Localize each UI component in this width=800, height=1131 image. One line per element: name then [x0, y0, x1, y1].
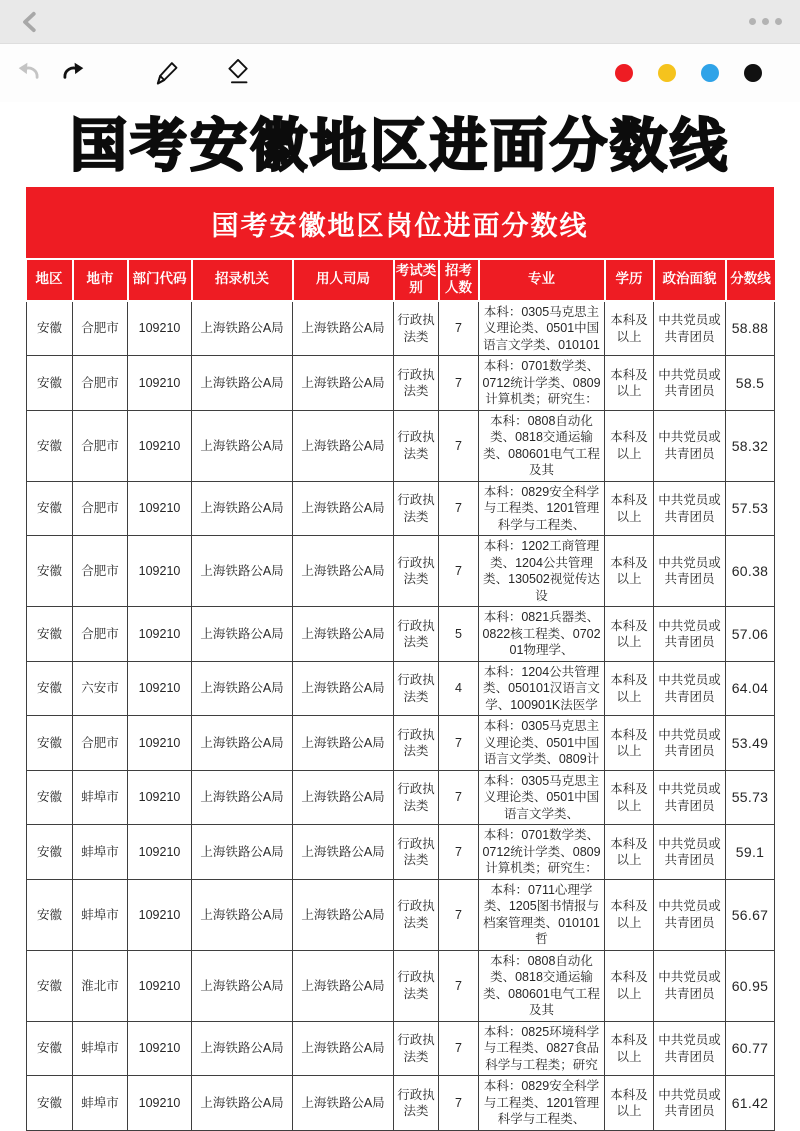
cell-political-status: 中共党员或共青团员 [654, 716, 726, 771]
table-row [27, 770, 775, 825]
cell-score: 58.88 [726, 301, 775, 356]
table-row [27, 1021, 775, 1076]
cell-employer: 上海铁路公A局 [293, 716, 394, 771]
table-row [27, 536, 775, 607]
cell-education: 本科及以上 [605, 410, 654, 481]
blue-color-swatch[interactable] [701, 64, 719, 82]
column-header-education: 学历 [605, 259, 654, 301]
cell-major: 本科：0808自动化类、0818交通运输类、080601电气工程及其 [479, 410, 605, 481]
cell-education: 本科及以上 [605, 770, 654, 825]
cell-headcount: 7 [439, 536, 479, 607]
cell-employer: 上海铁路公A局 [293, 1021, 394, 1076]
table-row [27, 716, 775, 771]
cell-recruit-org: 上海铁路公A局 [192, 536, 293, 607]
cell-education: 本科及以上 [605, 1076, 654, 1131]
cell-employer: 上海铁路公A局 [293, 950, 394, 1021]
cell-region: 安徽 [27, 1021, 73, 1076]
column-header-headcount: 招考人数 [439, 259, 479, 301]
cell-city: 六安市 [73, 661, 128, 716]
column-header-political-status: 政治面貌 [654, 259, 726, 301]
cell-major: 本科：0701数学类、0712统计学类、0809计算机类；研究生： [479, 825, 605, 880]
eraser-icon[interactable] [222, 59, 250, 87]
undo-icon[interactable] [16, 60, 42, 86]
cell-score: 56.67 [726, 879, 775, 950]
cell-major: 本科：0829安全科学与工程类、1201管理科学与工程类、 [479, 1076, 605, 1131]
cell-dept-code: 109210 [128, 410, 192, 481]
cell-employer: 上海铁路公A局 [293, 1076, 394, 1131]
cell-region: 安徽 [27, 770, 73, 825]
cell-recruit-org: 上海铁路公A局 [192, 950, 293, 1021]
cell-education: 本科及以上 [605, 716, 654, 771]
cell-dept-code: 109210 [128, 950, 192, 1021]
cell-major: 本科：0829安全科学与工程类、1201管理科学与工程类、 [479, 481, 605, 536]
black-color-swatch[interactable] [744, 64, 762, 82]
cell-dept-code: 109210 [128, 1021, 192, 1076]
cell-education: 本科及以上 [605, 1021, 654, 1076]
cell-education: 本科及以上 [605, 950, 654, 1021]
cell-political-status: 中共党员或共青团员 [654, 661, 726, 716]
cell-headcount: 7 [439, 1021, 479, 1076]
status-bar [0, 0, 800, 44]
table-title: 国考安徽地区岗位进面分数线 [26, 187, 774, 258]
cell-political-status: 中共党员或共青团员 [654, 607, 726, 662]
cell-headcount: 7 [439, 481, 479, 536]
cell-recruit-org: 上海铁路公A局 [192, 481, 293, 536]
cell-headcount: 7 [439, 1076, 479, 1131]
cell-employer: 上海铁路公A局 [293, 536, 394, 607]
column-header-dept-code: 部门代码 [128, 259, 192, 301]
cell-city: 合肥市 [73, 716, 128, 771]
column-header-employer: 用人司局 [293, 259, 394, 301]
cell-political-status: 中共党员或共青团员 [654, 536, 726, 607]
column-header-recruit-org: 招录机关 [192, 259, 293, 301]
cell-score: 64.04 [726, 661, 775, 716]
cell-headcount: 7 [439, 879, 479, 950]
cell-education: 本科及以上 [605, 481, 654, 536]
cell-score: 58.5 [726, 356, 775, 411]
cell-score: 57.53 [726, 481, 775, 536]
column-header-region: 地区 [27, 259, 73, 301]
cell-score: 58.32 [726, 410, 775, 481]
cell-exam-type: 行政执法类 [394, 825, 439, 880]
cell-exam-type: 行政执法类 [394, 1021, 439, 1076]
cell-exam-type: 行政执法类 [394, 1076, 439, 1131]
cell-exam-type: 行政执法类 [394, 950, 439, 1021]
table-row [27, 661, 775, 716]
cell-major: 本科：0825环境科学与工程类、0827食品科学与工程类；研究 [479, 1021, 605, 1076]
table-row [27, 950, 775, 1021]
cell-political-status: 中共党员或共青团员 [654, 879, 726, 950]
cell-political-status: 中共党员或共青团员 [654, 356, 726, 411]
back-icon[interactable] [18, 9, 44, 35]
cell-major: 本科：0808自动化类、0818交通运输类、080601电气工程及其 [479, 950, 605, 1021]
cell-major: 本科：0305马克思主义理论类、0501中国语言文学类、010101 [479, 301, 605, 356]
cell-exam-type: 行政执法类 [394, 661, 439, 716]
cell-employer: 上海铁路公A局 [293, 481, 394, 536]
cell-recruit-org: 上海铁路公A局 [192, 879, 293, 950]
cell-region: 安徽 [27, 356, 73, 411]
cell-region: 安徽 [27, 879, 73, 950]
cell-score: 55.73 [726, 770, 775, 825]
cell-exam-type: 行政执法类 [394, 301, 439, 356]
cell-major: 本科：0305马克思主义理论类、0501中国语言文学类、0809计 [479, 716, 605, 771]
cell-dept-code: 109210 [128, 716, 192, 771]
cell-headcount: 7 [439, 825, 479, 880]
cell-exam-type: 行政执法类 [394, 356, 439, 411]
cell-exam-type: 行政执法类 [394, 879, 439, 950]
cell-recruit-org: 上海铁路公A局 [192, 1021, 293, 1076]
page-title: 国考安徽地区进面分数线 [70, 114, 730, 178]
cell-employer: 上海铁路公A局 [293, 356, 394, 411]
cell-dept-code: 109210 [128, 1076, 192, 1131]
cell-employer: 上海铁路公A局 [293, 661, 394, 716]
cell-headcount: 7 [439, 410, 479, 481]
cell-region: 安徽 [27, 481, 73, 536]
cell-dept-code: 109210 [128, 661, 192, 716]
cell-political-status: 中共党员或共青团员 [654, 1076, 726, 1131]
cell-political-status: 中共党员或共青团员 [654, 1021, 726, 1076]
table-row [27, 879, 775, 950]
cell-education: 本科及以上 [605, 879, 654, 950]
cell-employer: 上海铁路公A局 [293, 879, 394, 950]
cell-score: 60.95 [726, 950, 775, 1021]
cell-major: 本科：0821兵器类、0822核工程类、070201物理学、 [479, 607, 605, 662]
cell-score: 60.77 [726, 1021, 775, 1076]
cell-education: 本科及以上 [605, 607, 654, 662]
cell-city: 合肥市 [73, 607, 128, 662]
cell-education: 本科及以上 [605, 356, 654, 411]
cell-recruit-org: 上海铁路公A局 [192, 607, 293, 662]
table-row [27, 825, 775, 880]
cell-recruit-org: 上海铁路公A局 [192, 1076, 293, 1131]
cell-exam-type: 行政执法类 [394, 410, 439, 481]
table-row [27, 1076, 775, 1131]
cell-score: 53.49 [726, 716, 775, 771]
cell-region: 安徽 [27, 607, 73, 662]
table-row [27, 301, 775, 356]
cell-employer: 上海铁路公A局 [293, 410, 394, 481]
cell-score: 57.06 [726, 607, 775, 662]
cell-recruit-org: 上海铁路公A局 [192, 301, 293, 356]
column-header-major: 专业 [479, 259, 605, 301]
cell-region: 安徽 [27, 716, 73, 771]
cell-exam-type: 行政执法类 [394, 716, 439, 771]
table-header-row [27, 259, 775, 301]
cell-score: 61.42 [726, 1076, 775, 1131]
cell-region: 安徽 [27, 950, 73, 1021]
table-row [27, 410, 775, 481]
cell-political-status: 中共党员或共青团员 [654, 950, 726, 1021]
cell-dept-code: 109210 [128, 481, 192, 536]
cell-dept-code: 109210 [128, 356, 192, 411]
color-palette [615, 64, 784, 82]
editing-toolbar [0, 44, 800, 102]
cell-city: 合肥市 [73, 410, 128, 481]
cell-region: 安徽 [27, 661, 73, 716]
cell-city: 蚌埠市 [73, 1021, 128, 1076]
column-header-city: 地市 [73, 259, 128, 301]
cell-city: 合肥市 [73, 481, 128, 536]
cell-education: 本科及以上 [605, 536, 654, 607]
cell-region: 安徽 [27, 410, 73, 481]
cell-city: 合肥市 [73, 356, 128, 411]
cell-city: 蚌埠市 [73, 770, 128, 825]
yellow-color-swatch[interactable] [658, 64, 676, 82]
cell-region: 安徽 [27, 1076, 73, 1131]
cell-major: 本科：1202工商管理类、1204公共管理类、130502视觉传达设 [479, 536, 605, 607]
cell-exam-type: 行政执法类 [394, 607, 439, 662]
cell-headcount: 7 [439, 770, 479, 825]
cell-employer: 上海铁路公A局 [293, 301, 394, 356]
cell-dept-code: 109210 [128, 770, 192, 825]
cell-exam-type: 行政执法类 [394, 481, 439, 536]
cell-major: 本科：0305马克思主义理论类、0501中国语言文学类、 [479, 770, 605, 825]
cell-headcount: 5 [439, 607, 479, 662]
cell-political-status: 中共党员或共青团员 [654, 410, 726, 481]
score-table [26, 258, 775, 1131]
cell-political-status: 中共党员或共青团员 [654, 481, 726, 536]
cell-headcount: 7 [439, 950, 479, 1021]
table-body [27, 301, 775, 1131]
pencil-icon[interactable] [152, 59, 180, 87]
cell-city: 合肥市 [73, 301, 128, 356]
cell-headcount: 4 [439, 661, 479, 716]
cell-city: 蚌埠市 [73, 1076, 128, 1131]
cell-city: 合肥市 [73, 536, 128, 607]
cell-recruit-org: 上海铁路公A局 [192, 825, 293, 880]
table-row [27, 481, 775, 536]
column-header-score: 分数线 [726, 259, 775, 301]
cell-major: 本科：0701数学类、0712统计学类、0809计算机类；研究生： [479, 356, 605, 411]
cell-exam-type: 行政执法类 [394, 770, 439, 825]
cell-employer: 上海铁路公A局 [293, 825, 394, 880]
cell-dept-code: 109210 [128, 607, 192, 662]
cell-education: 本科及以上 [605, 661, 654, 716]
column-header-exam-type: 考试类别 [394, 259, 439, 301]
cell-city: 蚌埠市 [73, 879, 128, 950]
cell-major: 本科：0711心理学类、1205图书情报与档案管理类、010101哲 [479, 879, 605, 950]
table-row [27, 607, 775, 662]
cell-region: 安徽 [27, 301, 73, 356]
cell-employer: 上海铁路公A局 [293, 770, 394, 825]
cell-region: 安徽 [27, 536, 73, 607]
cell-education: 本科及以上 [605, 301, 654, 356]
cell-city: 蚌埠市 [73, 825, 128, 880]
cell-political-status: 中共党员或共青团员 [654, 301, 726, 356]
cell-score: 60.38 [726, 536, 775, 607]
table-row [27, 356, 775, 411]
cell-major: 本科：1204公共管理类、050101汉语言文学、100901K法医学 [479, 661, 605, 716]
more-options-icon[interactable] [749, 18, 782, 25]
cell-recruit-org: 上海铁路公A局 [192, 661, 293, 716]
cell-headcount: 7 [439, 716, 479, 771]
cell-recruit-org: 上海铁路公A局 [192, 770, 293, 825]
cell-recruit-org: 上海铁路公A局 [192, 356, 293, 411]
cell-dept-code: 109210 [128, 879, 192, 950]
cell-headcount: 7 [439, 301, 479, 356]
cell-recruit-org: 上海铁路公A局 [192, 716, 293, 771]
redo-icon[interactable] [60, 60, 86, 86]
cell-political-status: 中共党员或共青团员 [654, 770, 726, 825]
cell-exam-type: 行政执法类 [394, 536, 439, 607]
cell-dept-code: 109210 [128, 301, 192, 356]
red-color-swatch[interactable] [615, 64, 633, 82]
cell-city: 淮北市 [73, 950, 128, 1021]
cell-score: 59.1 [726, 825, 775, 880]
score-sheet [26, 187, 774, 1131]
cell-dept-code: 109210 [128, 536, 192, 607]
cell-dept-code: 109210 [128, 825, 192, 880]
cell-headcount: 7 [439, 356, 479, 411]
cell-region: 安徽 [27, 825, 73, 880]
cell-recruit-org: 上海铁路公A局 [192, 410, 293, 481]
cell-political-status: 中共党员或共青团员 [654, 825, 726, 880]
cell-education: 本科及以上 [605, 825, 654, 880]
cell-employer: 上海铁路公A局 [293, 607, 394, 662]
